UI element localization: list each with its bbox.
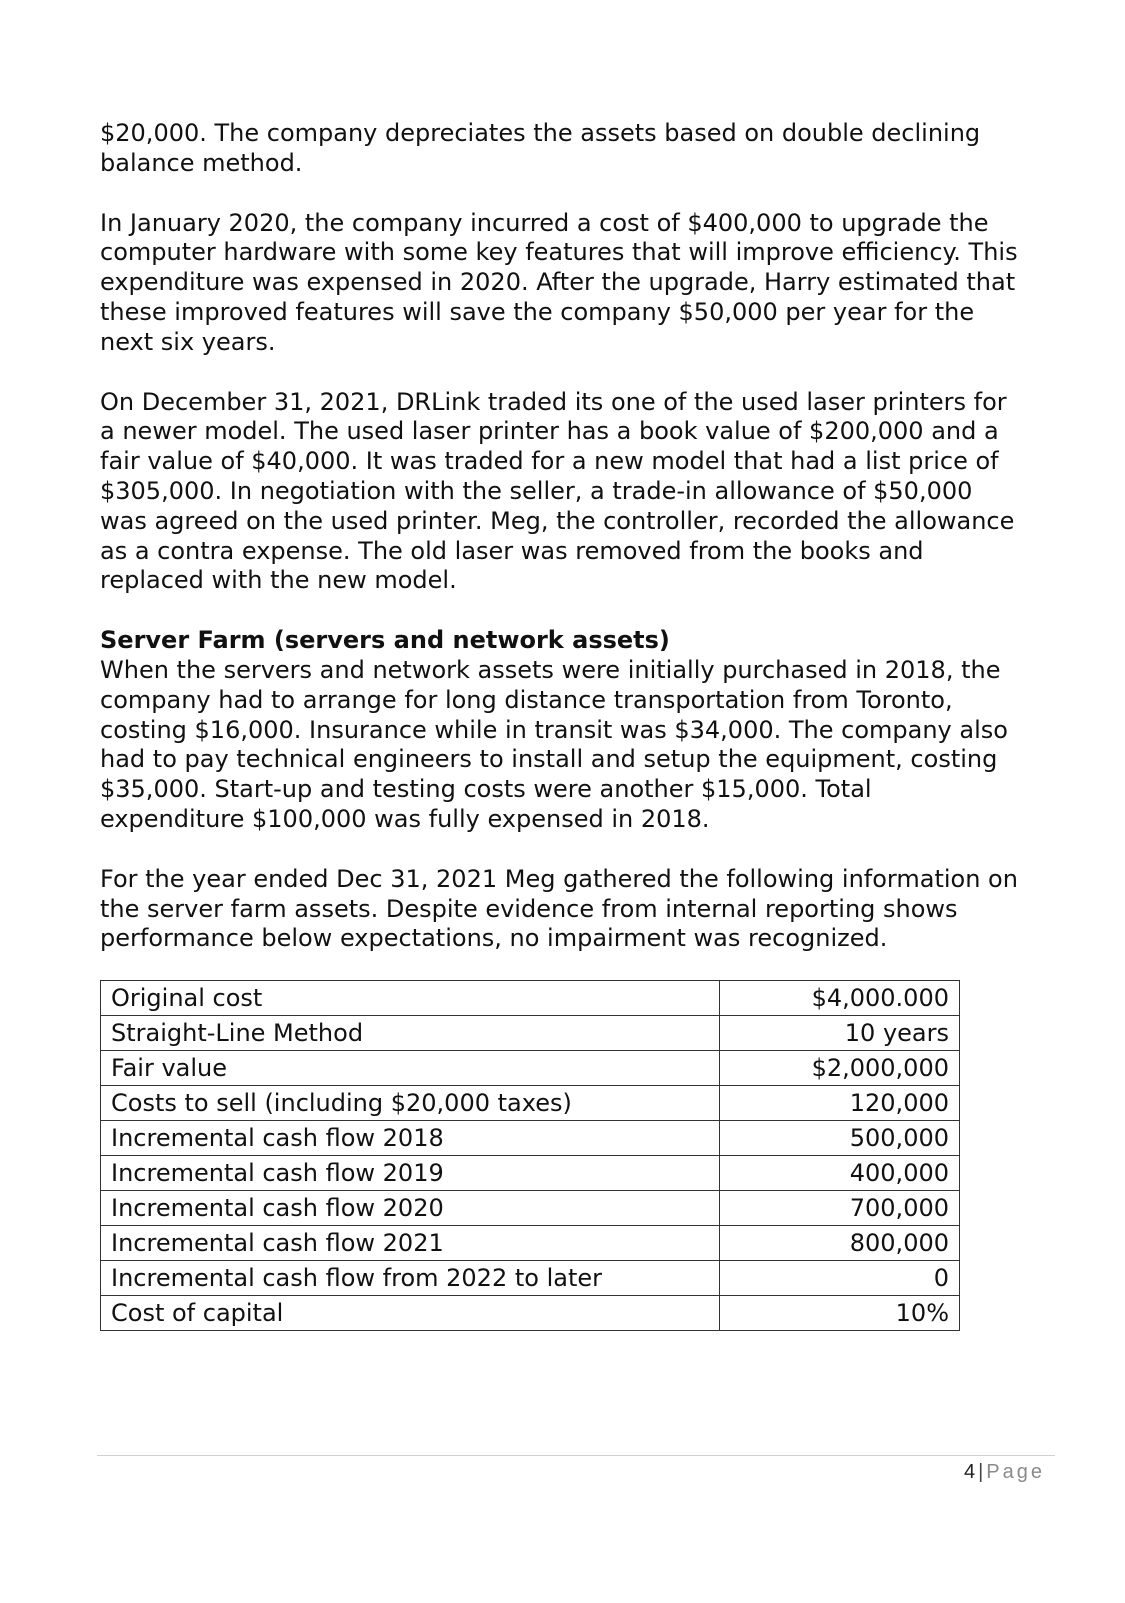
paragraph-server-info: For the year ended Dec 31, 2021 Meg gathered the following information on the server farm assets. Despite evidence from internal reporting shows performance below expectations, no impairment was recognized. xyxy=(100,864,1018,953)
row-label: Incremental cash flow 2020 xyxy=(101,1191,720,1226)
row-label: Costs to sell (including $20,000 taxes) xyxy=(101,1086,720,1121)
row-value: 120,000 xyxy=(720,1086,960,1121)
row-label: Incremental cash flow 2018 xyxy=(101,1121,720,1156)
page-number: 4 xyxy=(963,1461,976,1483)
row-value: 800,000 xyxy=(720,1226,960,1261)
row-label: Incremental cash flow 2021 xyxy=(101,1226,720,1261)
row-value: $2,000,000 xyxy=(720,1051,960,1086)
row-value: 10% xyxy=(720,1296,960,1331)
paragraph-depreciation: $20,000. The company depreciates the assets based on double declining balance method. xyxy=(100,119,981,177)
page-footer xyxy=(964,1458,1045,1486)
paragraph-laser-printer-trade: On December 31, 2021, DRLink traded its one of the used laser printers for a newer model. The used laser printer has a book value of $200,000 and a fair value of $40,000. It was traded for a new model that had a list price of $305,000. In negotiation with the seller, a trade-in allowance of $50,000 was agreed on the used printer. Meg, the controller, recorded the allowance as a contra expense. The old laser was removed from the books and replaced with the new model. xyxy=(100,387,1015,595)
section-heading-server-farm: Server Farm (servers and network assets) xyxy=(100,626,670,655)
table-row xyxy=(101,1296,960,1331)
paragraph-upgrade: In January 2020, the company incurred a cost of $400,000 to upgrade the computer hardware with some key features that will improve efficiency. This expenditure was expensed in 2020. After the upgrade, Harry estimated that these improved features will save the company $50,000 per year for the next six years. xyxy=(100,208,1018,356)
server-farm-table xyxy=(100,980,960,1331)
row-label: Incremental cash flow 2019 xyxy=(101,1156,720,1191)
table-row xyxy=(101,1261,960,1296)
row-value: 10 years xyxy=(720,1016,960,1051)
page-label: Page xyxy=(986,1461,1045,1483)
paragraph-server-purchase: When the servers and network assets were initially purchased in 2018, the company had to arrange for long distance transportation from Toronto, costing $16,000. Insurance while in transit was $34,000. The company also had to pay technical engineers to install and setup the equipment, costing $35,000. Start-up and testing costs were another $15,000. Total expenditure $100,000 was fully expensed in 2018. xyxy=(100,655,1008,833)
row-label: Incremental cash flow from 2022 to later xyxy=(101,1261,720,1296)
row-value: 0 xyxy=(720,1261,960,1296)
table-row xyxy=(101,1051,960,1086)
row-value: 400,000 xyxy=(720,1156,960,1191)
row-label: Original cost xyxy=(101,981,720,1016)
page-separator: | xyxy=(978,1461,984,1483)
row-label: Straight-Line Method xyxy=(101,1016,720,1051)
table-row xyxy=(101,1226,960,1261)
row-value: $4,000.000 xyxy=(720,981,960,1016)
table-row xyxy=(101,1016,960,1051)
table-row xyxy=(101,1121,960,1156)
table-row xyxy=(101,1191,960,1226)
table-row xyxy=(101,981,960,1016)
row-value: 500,000 xyxy=(720,1121,960,1156)
table-row xyxy=(101,1156,960,1191)
row-label: Fair value xyxy=(101,1051,720,1086)
table-row xyxy=(101,1086,960,1121)
document-body xyxy=(100,119,1050,954)
row-label: Cost of capital xyxy=(101,1296,720,1331)
row-value: 700,000 xyxy=(720,1191,960,1226)
footer-divider xyxy=(97,1455,1055,1456)
